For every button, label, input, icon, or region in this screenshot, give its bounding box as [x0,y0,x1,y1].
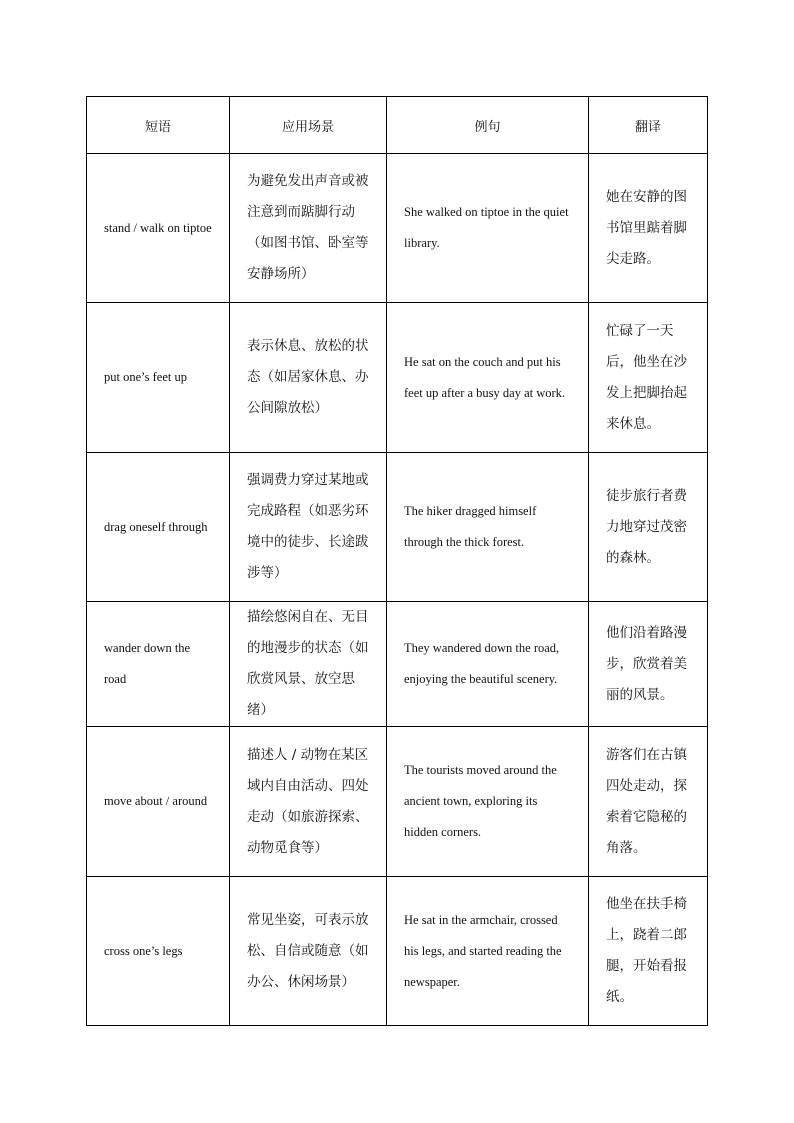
example-cell: The tourists moved around the ancient town, exploring its hidden corners. [387,727,589,877]
scene-cell: 强调费力穿过某地或完成路程（如恶劣环境中的徒步、长途跋涉等） [230,453,387,602]
table-row [87,877,708,1026]
scene-cell: 描述人 / 动物在某区域内自由活动、四处走动（如旅游探索、动物觅食等） [230,727,387,877]
example-cell: She walked on tiptoe in the quiet library. [387,154,589,303]
example-cell: They wandered down the road, enjoying the beautiful scenery. [387,602,589,727]
translation-cell: 她在安静的图书馆里踮着脚尖走路。 [589,154,708,303]
phrase-table [86,96,708,1026]
translation-cell: 游客们在古镇四处走动，探索着它隐秘的角落。 [589,727,708,877]
scene-cell: 为避免发出声音或被注意到而踮脚行动（如图书馆、卧室等安静场所） [230,154,387,303]
table-row [87,303,708,453]
header-scene: 应用场景 [230,97,387,154]
example-cell: He sat on the couch and put his feet up after a busy day at work. [387,303,589,453]
phrase-cell: put one’s feet up [87,303,230,453]
table-row [87,154,708,303]
translation-cell: 他坐在扶手椅上，跷着二郎腿，开始看报纸。 [589,877,708,1026]
phrase-cell: drag oneself through [87,453,230,602]
example-cell: The hiker dragged himself through the thick forest. [387,453,589,602]
scene-cell: 常见坐姿，可表示放松、自信或随意（如办公、休闲场景） [230,877,387,1026]
translation-cell: 忙碌了一天后，他坐在沙发上把脚抬起来休息。 [589,303,708,453]
scene-cell: 表示休息、放松的状态（如居家休息、办公间隙放松） [230,303,387,453]
table-row [87,602,708,727]
translation-cell: 他们沿着路漫步，欣赏着美丽的风景。 [589,602,708,727]
scene-cell: 描绘悠闲自在、无目的地漫步的状态（如欣赏风景、放空思绪） [230,602,387,727]
translation-cell: 徒步旅行者费力地穿过茂密的森林。 [589,453,708,602]
phrase-cell: wander down the road [87,602,230,727]
phrase-cell: move about / around [87,727,230,877]
header-translation: 翻译 [589,97,708,154]
table-header-row [87,97,708,154]
table-row [87,727,708,877]
table-row [87,453,708,602]
phrase-cell: cross one’s legs [87,877,230,1026]
example-cell: He sat in the armchair, crossed his legs, and started reading the newspaper. [387,877,589,1026]
header-example: 例句 [387,97,589,154]
header-phrase: 短语 [87,97,230,154]
phrase-cell: stand / walk on tiptoe [87,154,230,303]
